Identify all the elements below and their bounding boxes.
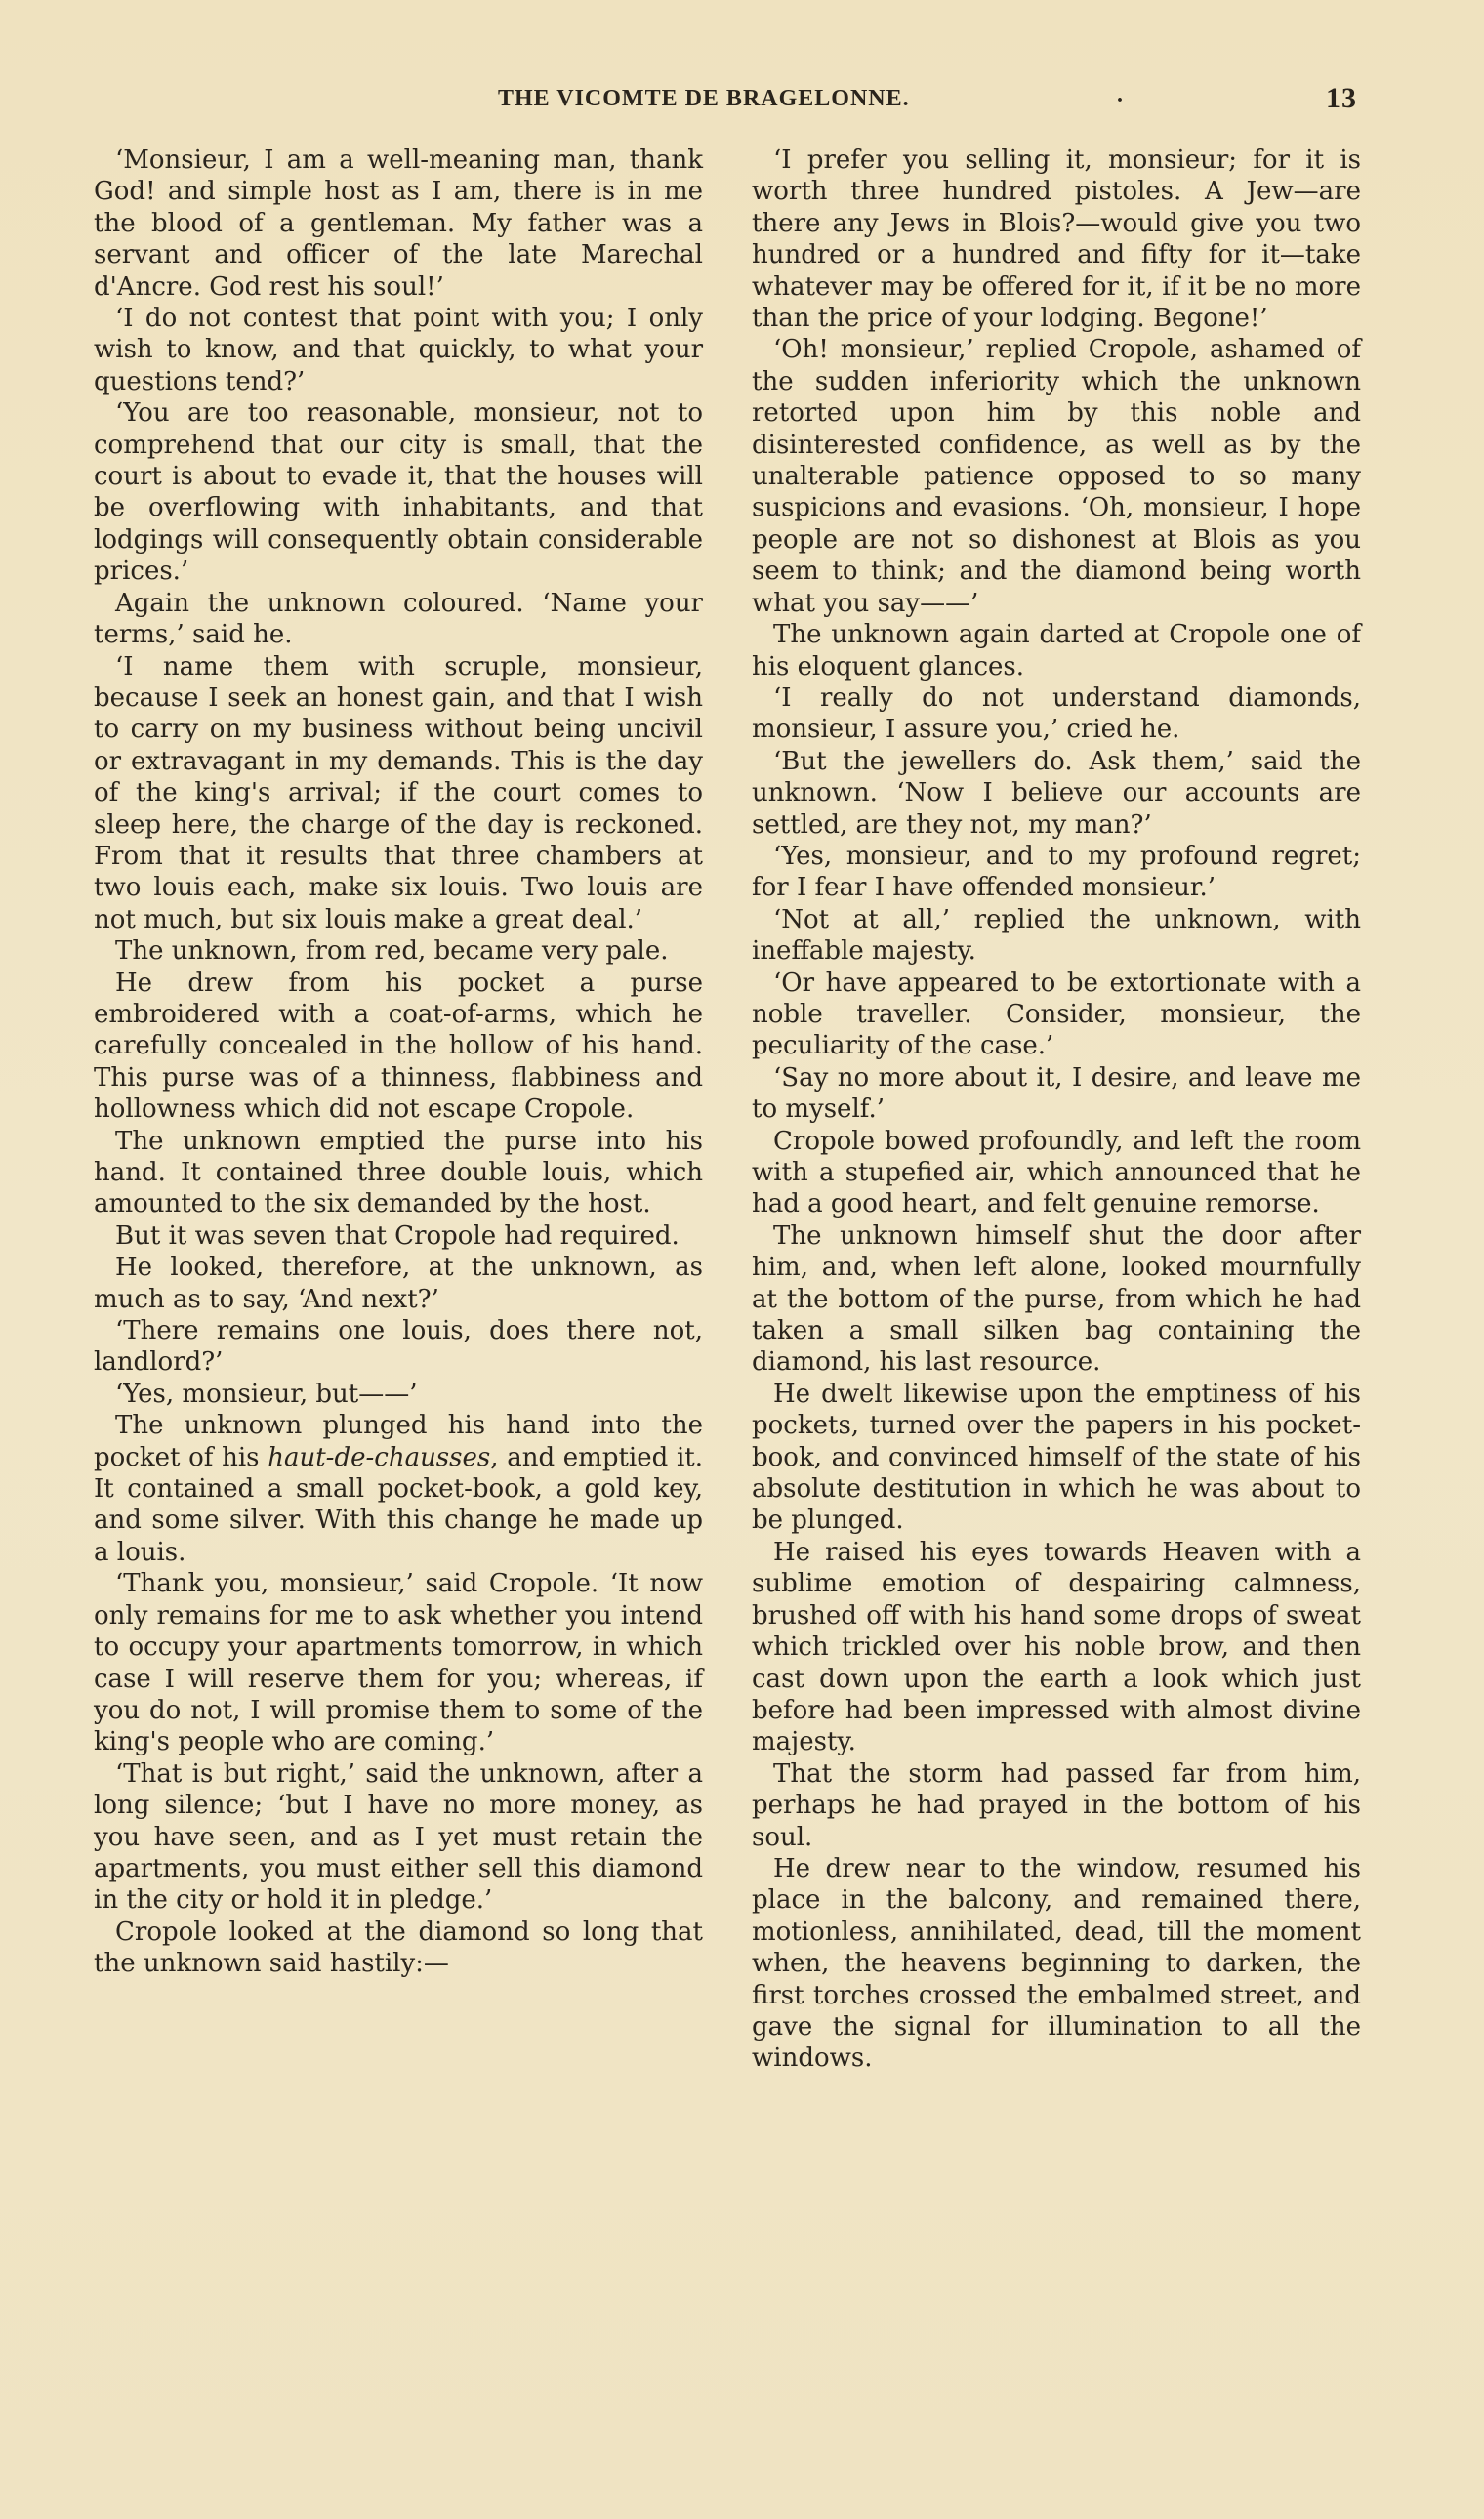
paragraph: But it was seven that Cropole had required. [115, 1220, 680, 1251]
paragraph: ‘You are too reasonable, monsieur, not to comprehend that our city is small, that the court is about to evade it, that the houses will be overflowing with inhabitants, and that lodgings will consequently obtain considerable prices.’ [94, 398, 703, 587]
header-separator: . [1117, 82, 1124, 107]
paragraph: ‘Say no more about it, I desire, and leave me to myself.’ [752, 1062, 1361, 1125]
paragraph: ‘Yes, monsieur, but——’ [115, 1379, 418, 1409]
paragraph: The unknown again darted at Cropole one of his eloquent glances. [752, 620, 1361, 681]
paragraph: ‘Not at all,’ replied the unknown, with ineffable majesty. [752, 904, 1361, 967]
paragraph: The unknown emptied the purse into his hand. It contained three double louis, which amounted to the six demanded by the host. [94, 1126, 703, 1219]
paragraph: He drew near to the window, resumed his place in the balcony, and remained there, motionless, annihilated, dead, till the moment when, the heavens beginning to darken, the first torches crossed the embalmed street, and gave the signal for illumination to all the windows. [752, 1853, 1361, 2074]
running-title: THE VICOMTE DE BRAGELONNE. [498, 86, 910, 111]
paragraph: The unknown himself shut the door after him, and, when left alone, looked mournfully at the bottom of the purse, from which he had taken a small silken bag containing the diamond, his last resource. [752, 1220, 1361, 1378]
paragraph: ‘There remains one louis, does there not, landlord?’ [94, 1316, 703, 1378]
paragraph: Cropole looked at the diamond so long that the unknown said hastily:— [94, 1917, 703, 1979]
paragraph: ‘But the jewellers do. Ask them,’ said the unknown. ‘Now I believe our accounts are settled, are they not, my man?’ [752, 746, 1361, 840]
paragraph: ‘Monsieur, I am a well-meaning man, thank God! and simple host as I am, there is in me the blood of a gentleman. My father was a servant and officer of the late Marechal d'Ancre. God rest his soul!’ [94, 145, 703, 302]
running-header [59, 82, 1357, 121]
text-run: The unknown plunged his hand into the pocket of his [94, 1411, 703, 1472]
paragraph: He raised his eyes towards Heaven with a sublime emotion of despairing calmness, brushed off with his hand some drops of sweat which trickled over his noble brow, and then cast down upon the earth a look which just before had been impressed with almost divine majesty. [752, 1537, 1361, 1757]
paragraph: ‘Or have appeared to be extortionate with a noble traveller. Consider, monsieur, the peculiarity of the case.’ [752, 968, 1361, 1061]
paragraph: ‘Oh! monsieur,’ replied Cropole, ashamed of the sudden inferiority which the unknown retorted upon him by this noble and disinterested confidence, as well as by the unalterable patience opposed to so many suspicions and evasions. ‘Oh, monsieur, I hope people are not so dishonest at Blois as you seem to think; and the diamond being worth what you say——’ [752, 335, 1361, 618]
paragraph: ‘I really do not understand diamonds, monsieur, I assure you,’ cried he. [752, 682, 1361, 745]
paragraph [94, 1410, 703, 1568]
text-run: , and emptied it. It contained a small pocket-book, a gold key, and some silver. With this change he made up a louis. [94, 1442, 703, 1567]
paragraph: ‘I do not contest that point with you; I only wish to know, and that quickly, to what your questions tend?’ [94, 304, 703, 396]
paragraph: He drew from his pocket a purse embroidered with a coat-of-arms, which he carefully concealed in the hollow of his hand. This purse was of a thinness, flabbiness and hollowness which did not escape Cropole. [94, 968, 703, 1125]
paragraph: Cropole bowed profoundly, and left the room with a stupefied air, which announced that he had a good heart, and felt genuine remorse. [752, 1126, 1361, 1219]
left-column [94, 145, 703, 1980]
paragraph: ‘That is but right,’ said the unknown, after a long silence; ‘but I have no more money, as you have seen, and as I yet must retain the apartments, you must either sell this diamond in the city or hold it in pledge.’ [94, 1758, 703, 1916]
page-number: 13 [1326, 82, 1357, 114]
paragraph: ‘I name them with scruple, monsieur, because I seek an honest gain, and that I wish to carry on my business without being uncivil or extravagant in my demands. This is the day of the king's arrival; if the court comes to sleep here, the charge of the day is reckoned. From that it results that three chambers at two louis each, make six louis. Two louis are not much, but six louis make a great deal.’ [94, 651, 703, 934]
paragraph: ‘Thank you, monsieur,’ said Cropole. ‘It now only remains for me to ask whether you intend to occupy your apartments tomorrow, in which case I will reserve them for you; whereas, if you do not, I will promise them to some of the king's people who are coming.’ [94, 1569, 703, 1757]
paragraph: He looked, therefore, at the unknown, as much as to say, ‘And next?’ [94, 1253, 703, 1314]
paragraph: That the storm had passed far from him, perhaps he had prayed in the bottom of his soul. [752, 1758, 1361, 1852]
paragraph: He dwelt likewise upon the emptiness of his pockets, turned over the papers in his pocket-book, and convinced himself of the state of his absolute destitution in which he was about to be plunged. [752, 1379, 1361, 1536]
italic-term: haut-de-chausses [268, 1442, 491, 1472]
paragraph: ‘I prefer you selling it, monsieur; for it is worth three hundred pistoles. A Jew—are there any Jews in Blois?—would give you two hundred or a hundred and fifty for it—take whatever may be offered for it, if it be no more than the price of your lodging. Begone!’ [752, 145, 1361, 334]
paragraph: ‘Yes, monsieur, and to my profound regret; for I fear I have offended monsieur.’ [752, 841, 1361, 903]
paragraph: Again the unknown coloured. ‘Name your terms,’ said he. [94, 588, 703, 650]
right-column [752, 145, 1361, 2075]
paragraph: The unknown, from red, became very pale. [115, 936, 669, 967]
